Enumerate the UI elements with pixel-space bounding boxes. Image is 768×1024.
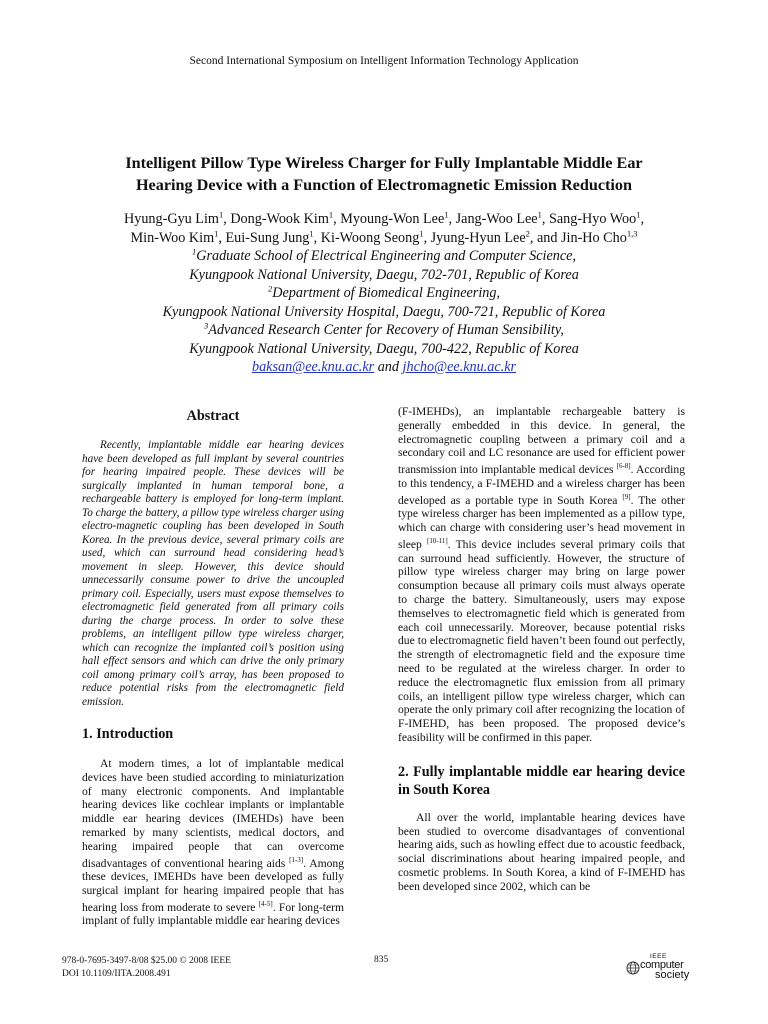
author-sep: , <box>423 229 431 246</box>
author-name: Hyung-Gyu Lim <box>123 211 219 227</box>
intro-heading: 1. Introduction <box>82 726 174 742</box>
author-sep: , <box>333 211 341 227</box>
affil-text: Graduate School of Electrical Engineering and Computer Science, <box>196 248 577 264</box>
section-2-text: All over the world, implantable hearing devices have been studied to overcome disadvantages of conventional hearing aids, such as howling effect due to acoustic feedback, social discriminations about hearing impaired people, and cosmetic problems. In South Korea, a kind of F-IMEHD has been developed since 2002, which can be <box>398 810 685 893</box>
ieee-computer-society-logo <box>626 953 706 983</box>
citation: [9] <box>622 492 631 501</box>
paper-title <box>60 152 708 196</box>
author-name: Dong-Wook Kim <box>230 211 329 227</box>
citation: [6-8] <box>616 462 631 471</box>
affiliation-1-line-2: Kyungpook National University, Daegu, 702-701, Republic of Korea <box>189 266 579 283</box>
author-sep: , <box>313 229 321 246</box>
body-text-part: . The other type wireless charger has been implemented as a pillow type, which can charge with considering user’s head movement in sleep <box>398 493 685 551</box>
author-sep: , <box>223 211 231 227</box>
intro-text-part: . Among these devices, IMEHDs have been developed as fully surgical implant for hearing impaired people that has hearing loss from moderate to severe <box>82 856 344 914</box>
author-block <box>60 210 708 377</box>
footer-left <box>62 955 231 981</box>
author-sep: , <box>640 211 645 227</box>
author-sup: 1 <box>214 227 219 238</box>
right-column <box>398 405 685 893</box>
author-name: Myoung-Won Lee <box>340 211 445 227</box>
author-sep: , <box>218 229 226 246</box>
logo-society: society <box>655 969 690 981</box>
body-text-part: . This device includes several primary coils that can surround head sufficiently. However, the structure of pillow type wireless charger may bring on large power consumption because all primary coils must always operate to charge the battery. Simultaneously, users may expose themselves to electromagnetic field which is generated from each coil unnecessarily. Moreover, because potential risks due to electromagnetic field haven’t been found out perfectly, the strength of electromagnetic field and the exposure time need to be regulated at the wireless charger. In order to reduce the electromagnetic flux emission from all primary coils, an intelligent pillow type wireless charger, which can operate the only primary coil after recognizing the location of F-IMEHD, has been proposed. The proposed device’s feasibility will be confirmed in this paper. <box>398 537 685 744</box>
author-sup: 1 <box>537 209 542 220</box>
page-number: 835 <box>374 955 389 965</box>
author-sep: , <box>541 211 549 227</box>
citation: [10-11] <box>427 536 448 545</box>
citation: [4-5] <box>258 899 273 908</box>
logo-computer: computer <box>640 959 684 971</box>
author-sup: 2 <box>525 227 530 238</box>
affil-sup: 2 <box>268 283 273 294</box>
affiliation-3-line-1 <box>60 321 708 340</box>
intro-text-part: . For long-term implant of fully implantable middle ear hearing devices <box>82 900 344 928</box>
body-text-part: . According to this tendency, a F-IMEHD and a wireless charger has been developed as a portable type in South Korea <box>398 463 685 507</box>
affiliation-1-line-1 <box>60 247 708 266</box>
author-sup: 1 <box>444 209 449 220</box>
author-sep: , and <box>529 229 562 246</box>
affil-text: Advanced Research Center for Recovery of Human Sensibility, <box>208 322 564 338</box>
title-line-1: Intelligent Pillow Type Wireless Charger for Fully Implantable Middle Ear <box>125 154 643 172</box>
conference-header: Second International Symposium on Intelligent Information Technology Application <box>189 55 579 67</box>
author-name: Jang-Woo Lee <box>455 211 538 227</box>
author-sep: , <box>448 211 456 227</box>
affil-sup: 3 <box>204 320 209 331</box>
author-line-2 <box>60 229 708 248</box>
right-column-text <box>398 405 685 745</box>
affil-text: Department of Biomedical Engineering, <box>272 285 500 301</box>
author-sup: 1 <box>419 227 424 238</box>
section-2-heading: 2. Fully implantable middle ear hearing device in South Korea <box>398 763 685 798</box>
affil-sup: 1 <box>191 246 197 257</box>
body-text-part: (F-IMEHDs), an implantable rechargeable battery is generally embedded in this device. In general, the electromagnetic coupling between a primary coil and a secondary coil and LC resonance are used for efficient power transmission into implantable medical devices <box>398 405 685 477</box>
affiliation-2-line-1 <box>60 284 708 303</box>
author-sup: 1 <box>636 209 641 220</box>
isbn-line: 978-0-7695-3497-8/08 $25.00 © 2008 IEEE <box>62 956 231 966</box>
affiliation-3-line-2: Kyungpook National University, Daegu, 700-422, Republic of Korea <box>189 340 579 357</box>
title-line-2: Hearing Device with a Function of Electromagnetic Emission Reduction <box>135 176 633 194</box>
email-link-2[interactable]: jhcho@ee.knu.ac.kr <box>402 359 517 375</box>
author-sup: 1,3 <box>626 227 638 238</box>
email-line <box>60 358 708 377</box>
affiliation-2-line-2: Kyungpook National University Hospital, Daegu, 700-721, Republic of Korea <box>162 303 606 320</box>
email-and: and <box>374 359 403 375</box>
author-name: Ki-Woong Seong <box>320 229 420 246</box>
abstract-text: Recently, implantable middle ear hearing devices have been developed as full implant by several countries for hearing impaired people. These devices will be surgically implanted in human temporal bone, a rechargeable battery is employed for long-term implant. To charge the battery, a pillow type wireless charger using electro-magnetic coupling has been developed in South Korea. In the previous device, several primary coils are used, which can surround head considering head’s movement in sleep. However, this device should unnecessarily consume power to drive the uncoupled primary coil. Especially, users must expose themselves to electromagnetic field generated from all primary coils during the charge process. In order to solve these problems, an intelligent pillow type wireless charger, which can recognize the implanted coil’s position using hall effect sensors and which can drive the only primary coil among primary coil’s array, has been proposed to reduce potential risks from the electromagnetic field emission. <box>82 439 344 708</box>
author-name: Jyung-Hyun Lee <box>430 229 526 246</box>
author-name: Sang-Hyo Woo <box>548 211 637 227</box>
citation: [1-3] <box>289 855 304 864</box>
author-sup: 1 <box>328 209 334 220</box>
intro-text <box>82 757 344 928</box>
author-name: Eui-Sung Jung <box>225 229 310 246</box>
author-sup: 1 <box>218 209 224 220</box>
doi-line: DOI 10.1109/IITA.2008.491 <box>62 969 171 979</box>
email-link-1[interactable]: baksan@ee.knu.ac.kr <box>251 359 375 375</box>
intro-text-part: At modern times, a lot of implantable medical devices have been studied according to miniaturization of many electronic components. And implantable hearing devices like cochlear implants or implantable middle ear hearing devices (IMEHDs) have been remarked by many scientists, medical doctors, and hearing impaired people that can overcome disadvantages of conventional hearing aids <box>82 757 344 870</box>
author-name: Jin-Ho Cho <box>561 229 627 246</box>
abstract-heading: Abstract <box>186 408 240 424</box>
globe-icon <box>626 961 640 975</box>
author-line-1 <box>60 210 708 229</box>
author-name: Min-Woo Kim <box>130 229 215 246</box>
author-sup: 1 <box>309 227 314 238</box>
logo-ieee: IEEE <box>650 953 667 960</box>
left-column <box>82 408 344 928</box>
